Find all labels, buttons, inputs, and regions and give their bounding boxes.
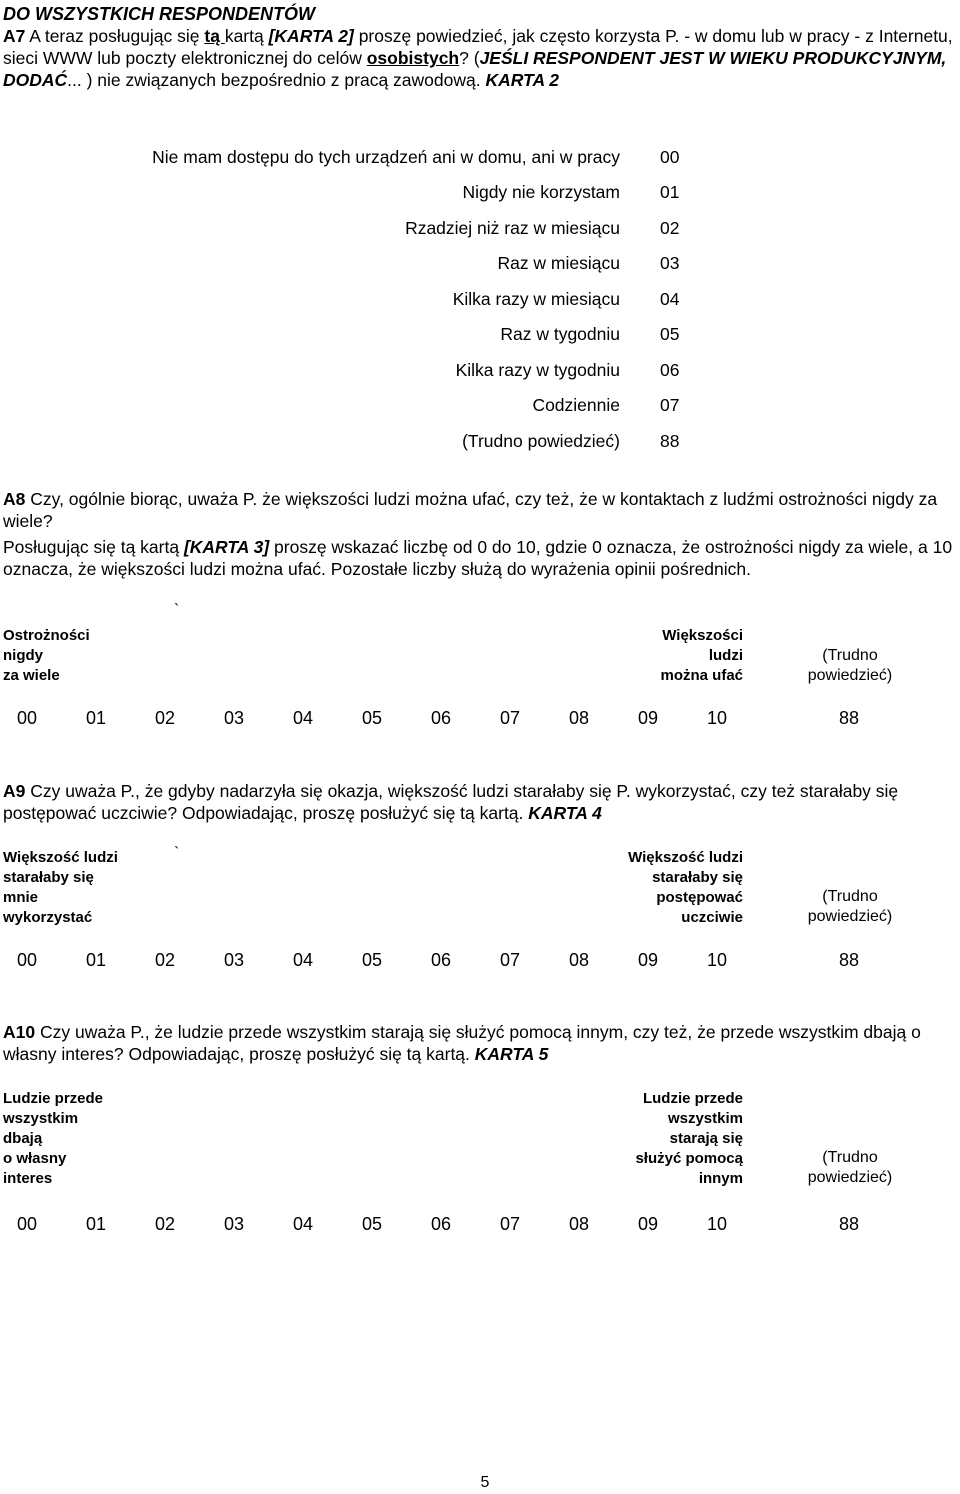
question-a8-card-ref: [KARTA 3] [183, 537, 270, 557]
dk-line: (Trudno [822, 647, 878, 664]
a8-scale [0, 707, 960, 731]
scale-code: 10 [706, 950, 728, 970]
dont-know-label [800, 887, 900, 927]
scale-code: 08 [568, 1214, 590, 1234]
scale-code: 04 [292, 1214, 314, 1234]
a9-scale [0, 949, 960, 973]
option-label: Nie mam dostępu do tych urządzeń ani w domu, ani w pracy [152, 147, 620, 167]
question-a7-text-5: ... ) nie związanych bezpośrednio z pracą zawodową. [67, 70, 486, 90]
scale-code: 05 [361, 950, 383, 970]
scale-code: 06 [430, 950, 452, 970]
anchor-line: Ostrożności [3, 627, 90, 644]
option-code: 07 [660, 395, 680, 415]
question-a8-text-2: Posługując się tą kartą [3, 537, 184, 557]
scale-code: 07 [499, 1214, 521, 1234]
question-a8-id: A8 [3, 489, 26, 509]
question-a10-card-label: KARTA 5 [474, 1044, 549, 1064]
option-code: 06 [660, 360, 680, 380]
option-label: Raz w tygodniu [500, 324, 620, 344]
scale-right-anchor [635, 1089, 743, 1189]
question-a7-card-ref: [KARTA 2] [268, 26, 354, 46]
anchor-line: nigdy [3, 647, 43, 664]
section-header: DO WSZYSTKICH RESPONDENTÓW [3, 4, 316, 24]
scale-code: 01 [85, 1214, 107, 1234]
anchor-line: mnie [3, 889, 39, 906]
anchor-line: innym [698, 1170, 743, 1187]
scale-code: 00 [16, 708, 38, 728]
scale-code: 04 [292, 708, 314, 728]
anchor-line: dbają [3, 1130, 43, 1147]
dont-know-label [800, 1148, 900, 1188]
question-a9 [3, 780, 955, 824]
scale-code: 00 [16, 950, 38, 970]
option-code: 03 [660, 253, 680, 273]
scale-code: 01 [85, 950, 107, 970]
stray-tick: ` [174, 845, 180, 862]
option-label: Codziennie [532, 395, 620, 415]
a10-scale [0, 1213, 960, 1237]
dk-code: 88 [838, 950, 860, 970]
question-a7-emphasis: tą [204, 26, 225, 46]
scale-code: 03 [223, 950, 245, 970]
question-a8 [3, 488, 955, 532]
scale-code: 08 [568, 708, 590, 728]
question-a10-text: Czy uważa P., że ludzie przede wszystkim starają się służyć pomocą innym, czy też, że przede wszystkim dbają o własny interes? Odpowiadając, proszę posłużyć się tą kartą. [3, 1022, 921, 1064]
scale-left-anchor [3, 1089, 103, 1189]
scale-code: 02 [154, 950, 176, 970]
scale-right-anchor [660, 626, 743, 686]
option-label: Kilka razy w tygodniu [455, 360, 620, 380]
scale-code: 10 [706, 708, 728, 728]
question-a9-id: A9 [3, 781, 26, 801]
scale-code: 09 [637, 1214, 659, 1234]
anchor-line: wszystkim [667, 1110, 743, 1127]
anchor-line: Ludzie przede [642, 1090, 743, 1107]
anchor-line: służyć pomocą [635, 1150, 743, 1167]
dk-line: (Trudno [822, 1149, 878, 1166]
scale-code: 03 [223, 1214, 245, 1234]
anchor-line: ludzi [708, 647, 743, 664]
dont-know-label [800, 646, 900, 686]
option-code: 01 [660, 182, 680, 202]
question-a8-text: Czy, ogólnie biorąc, uważa P. że większości ludzi można ufać, czy też, że w kontaktach z ludźmi ostrożności nigdy za wiele? [3, 489, 938, 531]
option-code: 04 [660, 289, 680, 309]
scale-code: 04 [292, 950, 314, 970]
scale-code: 07 [499, 708, 521, 728]
dk-line: powiedzieć) [807, 908, 893, 925]
scale-code: 05 [361, 1214, 383, 1234]
option-label: Raz w miesiącu [497, 253, 620, 273]
scale-left-anchor [3, 848, 118, 928]
scale-left-anchor [3, 626, 90, 686]
question-a9-card-label: KARTA 4 [528, 803, 602, 823]
anchor-line: Ludzie przede [3, 1090, 104, 1107]
question-a8-text-3: proszę wskazać liczbę od 0 do 10, gdzie 0 oznacza, że ostrożności nigdy za wiele, a 10 oznacza, że większości ludzi można ufać. Pozostałe liczby służą do wyrażenia opinii pośrednich. [3, 537, 953, 579]
a7-options [0, 140, 960, 460]
anchor-line: wszystkim [3, 1110, 79, 1127]
scale-code: 06 [430, 1214, 452, 1234]
stray-tick: ` [174, 602, 180, 619]
anchor-line: można ufać [660, 667, 743, 684]
anchor-line: Większość ludzi [628, 849, 743, 866]
scale-code: 10 [706, 1214, 728, 1234]
anchor-line: postępować [656, 889, 743, 906]
question-a8-instruction [3, 536, 955, 580]
dk-line: powiedzieć) [807, 1169, 893, 1186]
question-a7-id: A7 [3, 26, 26, 46]
anchor-line: starałaby się [3, 869, 94, 886]
question-a7-text: A teraz posługując się [25, 26, 205, 46]
scale-code: 02 [154, 708, 176, 728]
scale-code: 02 [154, 1214, 176, 1234]
option-code: 02 [660, 218, 680, 238]
question-a7-emphasis-2: osobistych [366, 48, 460, 68]
anchor-line: uczciwie [681, 909, 743, 926]
scale-code: 06 [430, 708, 452, 728]
scale-code: 09 [637, 708, 659, 728]
dk-code: 88 [838, 708, 860, 728]
anchor-line: starają się [669, 1130, 743, 1147]
scale-code: 07 [499, 950, 521, 970]
question-a7-card-label: KARTA 2 [485, 70, 560, 90]
question-a10 [3, 1021, 955, 1065]
scale-code: 00 [16, 1214, 38, 1234]
anchor-line: interes [3, 1170, 53, 1187]
anchor-line: Większości [662, 627, 743, 644]
question-a9-text: Czy uważa P., że gdyby nadarzyła się okazja, większość ludzi starałaby się P. wykorzystać, czy też starałaby się postępować uczciwie? Odpowiadając, proszę posłużyć się tą kartą. [3, 781, 899, 823]
scale-code: 08 [568, 950, 590, 970]
option-code: 05 [660, 324, 680, 344]
option-label: (Trudno powiedzieć) [462, 431, 620, 451]
option-code: 00 [660, 147, 680, 167]
anchor-line: wykorzystać [3, 909, 93, 926]
anchor-line: Większość ludzi [3, 849, 118, 866]
question-a7 [3, 25, 955, 91]
dk-line: powiedzieć) [807, 667, 893, 684]
page-number: 5 [480, 1474, 490, 1491]
question-a7-text-4: ? ( [459, 48, 480, 68]
option-label: Nigdy nie korzystam [462, 182, 620, 202]
scale-code: 03 [223, 708, 245, 728]
question-a10-id: A10 [3, 1022, 36, 1042]
option-label: Rzadziej niż raz w miesiącu [405, 218, 620, 238]
dk-code: 88 [838, 1214, 860, 1234]
scale-code: 05 [361, 708, 383, 728]
question-a7-text-3: proszę powiedzieć, jak często korzysta P. - w domu lub w pracy - z Internetu, sieci WWW lub poczty elektronicznej do celów [3, 26, 953, 68]
question-a7-text-2: kartą [224, 26, 269, 46]
question-a7-instruction: JEŚLI RESPONDENT JEST W WIEKU PRODUKCYJNYM, DODAĆ [3, 48, 947, 90]
anchor-line: starałaby się [652, 869, 743, 886]
scale-right-anchor [628, 848, 743, 928]
anchor-line: o własny [3, 1150, 67, 1167]
anchor-line: za wiele [3, 667, 60, 684]
dk-line: (Trudno [822, 888, 878, 905]
option-label: Kilka razy w miesiącu [452, 289, 620, 309]
scale-code: 09 [637, 950, 659, 970]
scale-code: 01 [85, 708, 107, 728]
option-code: 88 [660, 431, 680, 451]
